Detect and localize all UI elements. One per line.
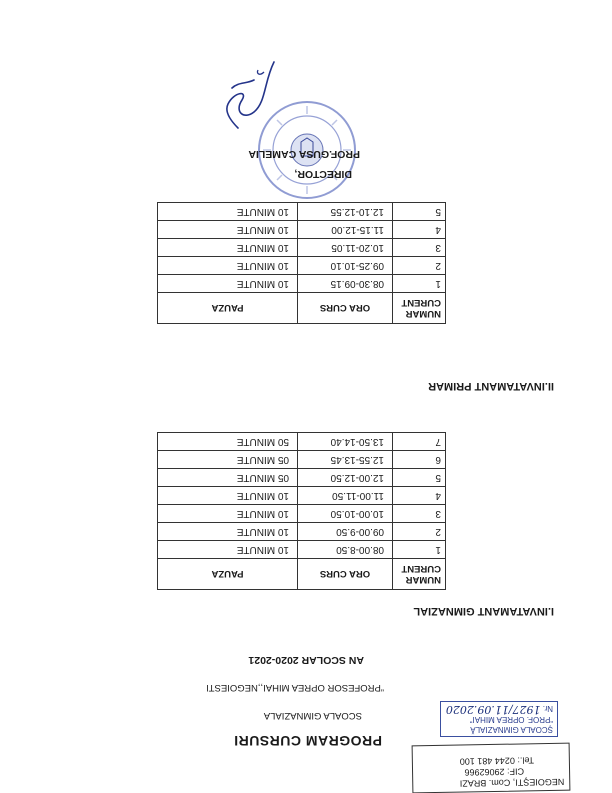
cell-num: 3: [393, 239, 446, 257]
col-num-header: NUMAR CURENT: [393, 559, 446, 590]
table-row: [158, 203, 446, 221]
stamp-line: Tel.: 0244 481 100: [459, 755, 534, 767]
table-row: [158, 469, 446, 487]
cell-num: 5: [393, 469, 446, 487]
cell-pauza: 10 MINUTE: [158, 523, 298, 541]
cell-num: 3: [393, 505, 446, 523]
page-title: PROGRAM CURSURI: [233, 733, 382, 749]
cell-pauza: 50 MINUTE: [158, 433, 298, 451]
cell-ora: 12.00-12.50: [298, 469, 393, 487]
cell-pauza: 10 MINUTE: [158, 275, 298, 293]
table-row: [158, 275, 446, 293]
col-ora-header: ORA CURS: [298, 293, 393, 324]
cell-ora: 08.30-09.15: [298, 275, 393, 293]
col-pauza-header: PAUZA: [158, 293, 298, 324]
schedule-table-gimnazial: [157, 432, 446, 590]
nr-label: Nr.: [542, 704, 553, 713]
cell-pauza: 10 MINUTE: [158, 487, 298, 505]
table-row: [158, 523, 446, 541]
table-row: [158, 257, 446, 275]
schedule-table-primar: [157, 202, 446, 324]
table-row: [158, 505, 446, 523]
cell-ora: 11.00-11.50: [298, 487, 393, 505]
cell-ora: 10.20-11.05: [298, 239, 393, 257]
table-header-row: [158, 293, 446, 324]
cell-ora: 12.55-13.45: [298, 451, 393, 469]
table-row: [158, 433, 446, 451]
col-num-header: NUMAR CURENT: [393, 293, 446, 324]
cell-pauza: 10 MINUTE: [158, 505, 298, 523]
director-name: PROF.GUSA CAMELIA: [248, 148, 360, 160]
cell-ora: 10.00-10.50: [298, 505, 393, 523]
col-ora-header: ORA CURS: [298, 559, 393, 590]
company-stamp: [412, 743, 571, 793]
table-row: [158, 221, 446, 239]
cell-num: 1: [393, 275, 446, 293]
cell-num: 7: [393, 433, 446, 451]
cell-ora: 09.25-10.10: [298, 257, 393, 275]
cell-ora: 08.00-8.50: [298, 541, 393, 559]
table-row: [158, 487, 446, 505]
table-row: [158, 451, 446, 469]
section-title-primar: II.INVATAMANT PRIMAR: [428, 380, 554, 392]
cell-pauza: 05 MINUTE: [158, 451, 298, 469]
table-header-row: [158, 559, 446, 590]
section-title-gimnazial: I.INVATAMANT GIMNAZIAL: [413, 605, 554, 617]
cell-ora: 11.15-12.00: [298, 221, 393, 239]
registration-number: 1927/11.09.2020: [445, 703, 541, 716]
stamp-line: NEGOIEŞTI, Com. BRAZI: [459, 776, 565, 789]
table-row: [158, 541, 446, 559]
cell-num: 2: [393, 257, 446, 275]
cell-num: 6: [393, 451, 446, 469]
cell-pauza: 05 MINUTE: [158, 469, 298, 487]
cell-pauza: 10 MINUTE: [158, 221, 298, 239]
cell-pauza: 10 MINUTE: [158, 203, 298, 221]
signature-icon: [204, 52, 294, 142]
cell-pauza: 10 MINUTE: [158, 541, 298, 559]
cell-num: 4: [393, 221, 446, 239]
stamp-line: “PROF. OPREA MIHAI”: [469, 715, 553, 724]
school-year: AN SCOLAR 2020-2021: [248, 654, 364, 666]
cell-num: 1: [393, 541, 446, 559]
director-title: DIRECTOR,: [294, 168, 352, 180]
registration-stamp: [440, 701, 558, 737]
stamp-line: CIF: 29062966: [464, 766, 525, 778]
cell-pauza: 10 MINUTE: [158, 257, 298, 275]
col-pauza-header: PAUZA: [158, 559, 298, 590]
cell-ora: 09.00-9.50: [298, 523, 393, 541]
cell-num: 4: [393, 487, 446, 505]
cell-num: 2: [393, 523, 446, 541]
cell-ora: 12.10-12.55: [298, 203, 393, 221]
stamp-line: [445, 703, 553, 714]
stamp-line: ŞCOALA GIMNAZIALĂ: [470, 725, 553, 734]
table-row: [158, 239, 446, 257]
cell-ora: 13.50-14.40: [298, 433, 393, 451]
school-type: SCOALA GIMNAZIALA: [263, 710, 362, 721]
cell-pauza: 10 MINUTE: [158, 239, 298, 257]
school-name: “PROFESOR OPREA MIHAI,,NEGOIESTI: [206, 682, 384, 693]
cell-num: 5: [393, 203, 446, 221]
